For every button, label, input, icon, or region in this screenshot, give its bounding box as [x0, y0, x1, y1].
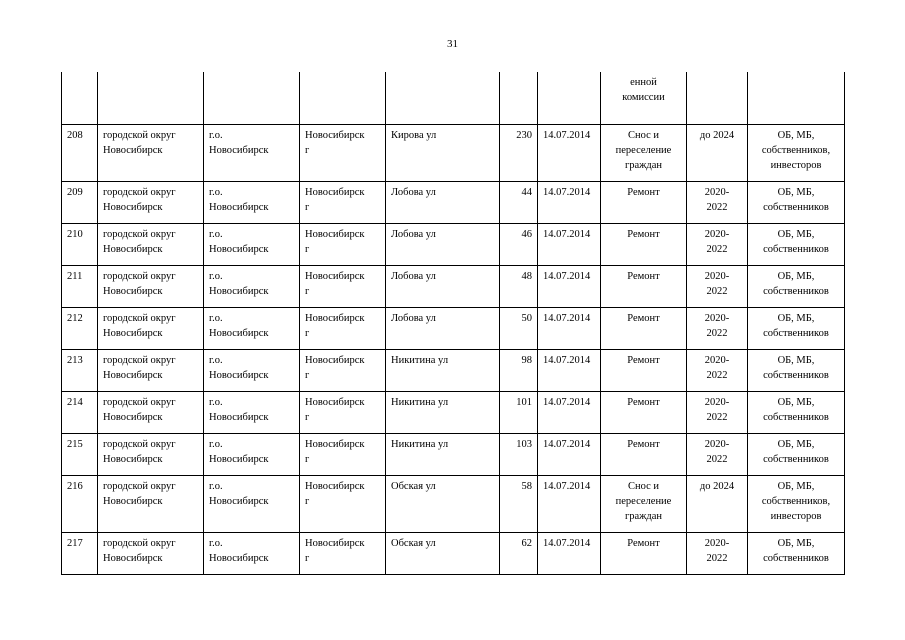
cell-measure: Ремонт	[601, 265, 687, 307]
cell-locality: Новосибирск г	[300, 433, 386, 475]
cell-measure: Ремонт	[601, 181, 687, 223]
cell-municipality: г.о. Новосибирск	[204, 265, 300, 307]
cell-funding: ОБ, МБ, собственников	[748, 433, 845, 475]
cell-locality: Новосибирск г	[300, 391, 386, 433]
cell-municipality: г.о. Новосибирск	[204, 349, 300, 391]
cell-district: городской округ Новосибирск	[98, 349, 204, 391]
cell-num: 209	[62, 181, 98, 223]
cell-house: 62	[500, 532, 538, 574]
cell-district: городской округ Новосибирск	[98, 223, 204, 265]
cell-municipality: г.о. Новосибирск	[204, 433, 300, 475]
cell-date	[538, 72, 601, 124]
cell-house: 46	[500, 223, 538, 265]
cell-district: городской округ Новосибирск	[98, 181, 204, 223]
cell-date: 14.07.2014	[538, 433, 601, 475]
cell-num: 211	[62, 265, 98, 307]
table-row	[62, 124, 845, 181]
cell-period: 2020- 2022	[687, 532, 748, 574]
cell-house: 44	[500, 181, 538, 223]
cell-district	[98, 72, 204, 124]
cell-measure: Ремонт	[601, 433, 687, 475]
cell-street: Лобова ул	[386, 181, 500, 223]
cell-street: Кирова ул	[386, 124, 500, 181]
cell-street: Никитина ул	[386, 391, 500, 433]
cell-date: 14.07.2014	[538, 349, 601, 391]
cell-num: 213	[62, 349, 98, 391]
cell-house: 58	[500, 475, 538, 532]
cell-funding: ОБ, МБ, собственников	[748, 181, 845, 223]
cell-locality: Новосибирск г	[300, 475, 386, 532]
cell-num	[62, 72, 98, 124]
cell-measure: Ремонт	[601, 307, 687, 349]
cell-period: 2020- 2022	[687, 307, 748, 349]
cell-num: 212	[62, 307, 98, 349]
page-number: 31	[447, 38, 458, 50]
cell-house	[500, 72, 538, 124]
cell-municipality: г.о. Новосибирск	[204, 307, 300, 349]
cell-num: 214	[62, 391, 98, 433]
cell-period: 2020- 2022	[687, 349, 748, 391]
cell-municipality: г.о. Новосибирск	[204, 124, 300, 181]
cell-measure: енной комиссии	[601, 72, 687, 124]
cell-date: 14.07.2014	[538, 124, 601, 181]
cell-measure: Ремонт	[601, 532, 687, 574]
table-row-continued	[62, 72, 845, 124]
cell-house: 48	[500, 265, 538, 307]
cell-funding: ОБ, МБ, собственников	[748, 391, 845, 433]
cell-num: 210	[62, 223, 98, 265]
cell-municipality	[204, 72, 300, 124]
cell-funding: ОБ, МБ, собственников	[748, 223, 845, 265]
cell-district: городской округ Новосибирск	[98, 391, 204, 433]
table-body	[62, 72, 845, 574]
cell-municipality: г.о. Новосибирск	[204, 223, 300, 265]
cell-municipality: г.о. Новосибирск	[204, 181, 300, 223]
cell-period: до 2024	[687, 475, 748, 532]
cell-period: 2020- 2022	[687, 433, 748, 475]
cell-funding: ОБ, МБ, собственников	[748, 349, 845, 391]
table-row	[62, 532, 845, 574]
cell-funding: ОБ, МБ, собственников	[748, 532, 845, 574]
cell-date: 14.07.2014	[538, 532, 601, 574]
cell-funding: ОБ, МБ, собственников, инвесторов	[748, 475, 845, 532]
cell-house: 98	[500, 349, 538, 391]
table-row	[62, 475, 845, 532]
cell-period	[687, 72, 748, 124]
cell-measure: Снос и переселение граждан	[601, 475, 687, 532]
cell-date: 14.07.2014	[538, 307, 601, 349]
cell-date: 14.07.2014	[538, 181, 601, 223]
table-row	[62, 391, 845, 433]
cell-locality: Новосибирск г	[300, 124, 386, 181]
cell-street: Обская ул	[386, 532, 500, 574]
cell-locality: Новосибирск г	[300, 349, 386, 391]
cell-locality	[300, 72, 386, 124]
cell-locality: Новосибирск г	[300, 181, 386, 223]
cell-street: Лобова ул	[386, 265, 500, 307]
cell-house: 230	[500, 124, 538, 181]
cell-period: до 2024	[687, 124, 748, 181]
cell-district: городской округ Новосибирск	[98, 532, 204, 574]
cell-locality: Новосибирск г	[300, 532, 386, 574]
cell-num: 217	[62, 532, 98, 574]
table-row	[62, 181, 845, 223]
cell-district: городской округ Новосибирск	[98, 475, 204, 532]
cell-measure: Ремонт	[601, 223, 687, 265]
cell-street: Никитина ул	[386, 433, 500, 475]
table-row	[62, 349, 845, 391]
cell-date: 14.07.2014	[538, 391, 601, 433]
cell-district: городской округ Новосибирск	[98, 265, 204, 307]
cell-street: Обская ул	[386, 475, 500, 532]
cell-period: 2020- 2022	[687, 223, 748, 265]
cell-funding: ОБ, МБ, собственников, инвесторов	[748, 124, 845, 181]
cell-street	[386, 72, 500, 124]
cell-date: 14.07.2014	[538, 223, 601, 265]
cell-period: 2020- 2022	[687, 181, 748, 223]
cell-period: 2020- 2022	[687, 391, 748, 433]
cell-date: 14.07.2014	[538, 475, 601, 532]
cell-house: 101	[500, 391, 538, 433]
cell-funding: ОБ, МБ, собственников	[748, 307, 845, 349]
cell-measure: Снос и переселение граждан	[601, 124, 687, 181]
cell-num: 208	[62, 124, 98, 181]
cell-funding	[748, 72, 845, 124]
cell-locality: Новосибирск г	[300, 223, 386, 265]
cell-num: 215	[62, 433, 98, 475]
cell-municipality: г.о. Новосибирск	[204, 475, 300, 532]
cell-period: 2020- 2022	[687, 265, 748, 307]
cell-municipality: г.о. Новосибирск	[204, 532, 300, 574]
table-row	[62, 307, 845, 349]
cell-measure: Ремонт	[601, 349, 687, 391]
cell-house: 50	[500, 307, 538, 349]
table-row	[62, 265, 845, 307]
cell-street: Лобова ул	[386, 307, 500, 349]
cell-house: 103	[500, 433, 538, 475]
cell-funding: ОБ, МБ, собственников	[748, 265, 845, 307]
table-row	[62, 433, 845, 475]
cell-street: Никитина ул	[386, 349, 500, 391]
cell-locality: Новосибирск г	[300, 307, 386, 349]
cell-street: Лобова ул	[386, 223, 500, 265]
table-row	[62, 223, 845, 265]
cell-measure: Ремонт	[601, 391, 687, 433]
cell-date: 14.07.2014	[538, 265, 601, 307]
cell-locality: Новосибирск г	[300, 265, 386, 307]
cell-district: городской округ Новосибирск	[98, 433, 204, 475]
cell-municipality: г.о. Новосибирск	[204, 391, 300, 433]
housing-registry-table	[61, 72, 845, 575]
cell-district: городской округ Новосибирск	[98, 307, 204, 349]
cell-district: городской округ Новосибирск	[98, 124, 204, 181]
cell-num: 216	[62, 475, 98, 532]
